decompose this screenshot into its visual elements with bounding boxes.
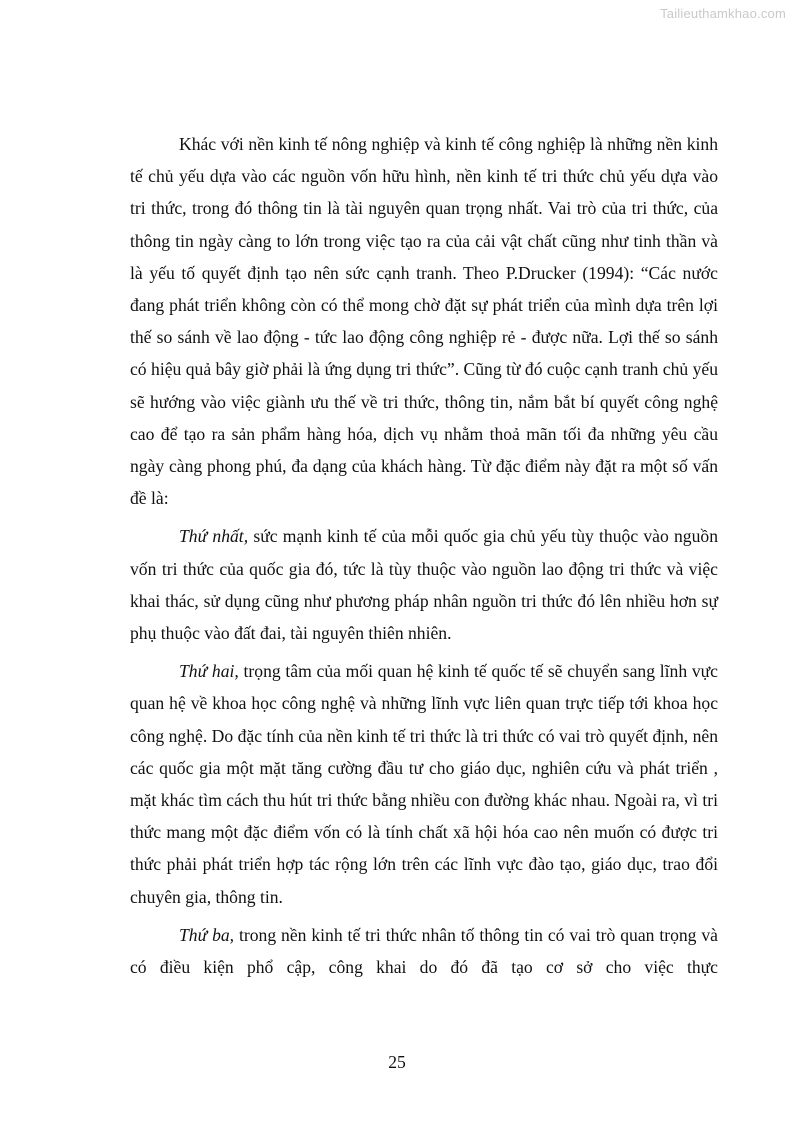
paragraph-second-point [130, 655, 718, 913]
paragraph-lead: Thứ ba, [179, 924, 235, 945]
paragraph-text: trong nền kinh tế tri thức nhân tố thông tin có vai trò quan trọng và có điều kiện phổ cập, công khai do đó đã tạo cơ sở cho việc thực [130, 924, 718, 978]
paragraph-text: trọng tâm của mối quan hệ kinh tế quốc tế sẽ chuyển sang lĩnh vực quan hệ về khoa học công nghệ và những lĩnh vực liên quan trực tiếp tới khoa học công nghệ. Do đặc tính của nền kinh tế tri thức là tri thức có vai trò quyết định, nên các quốc gia một mặt tăng cường đầu tư cho giáo dục, nghiên cứu và phát triển , mặt khác tìm cách thu hút tri thức bằng nhiều con đường khác nhau. Ngoài ra, vì tri thức mang một đặc điểm vốn có là tính chất xã hội hóa cao nên muốn có được tri thức phải phát triển hợp tác rộng lớn trên các lĩnh vực đào tạo, giáo dục, trao đổi chuyên gia, thông tin. [130, 661, 718, 907]
paragraph-lead: Thứ hai, [179, 661, 239, 682]
page-number: 25 [388, 1052, 406, 1072]
paragraph-lead: Thứ nhất, [179, 526, 249, 547]
paragraph-text: Khác với nền kinh tế nông nghiệp và kinh tế công nghiệp là những nền kinh tế chủ yếu dựa vào các nguồn vốn hữu hình, nền kinh tế tri thức chủ yếu dựa vào tri thức, trong đó thông tin là tài nguyên quan trọng nhất. Vai trò của tri thức, của thông tin ngày càng to lớn trong việc tạo ra của cải vật chất cũng như tinh thần và là yếu tố quyết định tạo nên sức cạnh tranh. Theo P.Drucker (1994): “Các nước đang phát triển không còn có thể mong chờ đặt sự phát triển của mình dựa trên lợi thế so sánh về lao động - tức lao động công nghiệp rẻ - được nữa. Lợi thế so sánh có hiệu quả bây giờ phải là ứng dụng tri thức”. Cũng từ đó cuộc cạnh tranh chủ yếu sẽ hướng vào việc giành ưu thế về tri thức, thông tin, nắm bắt bí quyết công nghệ cao để tạo ra sản phẩm hàng hóa, dịch vụ nhằm thoả mãn tối đa những yêu cầu ngày càng phong phú, đa dạng của khách hàng. Từ đặc điểm này đặt ra một số vấn đề là: [130, 134, 718, 509]
paragraph-intro [130, 128, 718, 514]
document-body [130, 128, 718, 989]
paragraph-first-point [130, 520, 718, 649]
watermark-text: Tailieuthamkhao.com [660, 6, 786, 21]
paragraph-text: sức mạnh kinh tế của mỗi quốc gia chủ yếu tùy thuộc vào nguồn vốn tri thức của quốc gia đó, tức là tùy thuộc vào nguồn lao động tri thức và việc khai thác, sử dụng cũng như phương pháp nhân nguồn tri thức đó lên nhiều hơn sự phụ thuộc vào đất đai, tài nguyên thiên nhiên. [130, 526, 718, 644]
paragraph-third-point [130, 919, 718, 983]
